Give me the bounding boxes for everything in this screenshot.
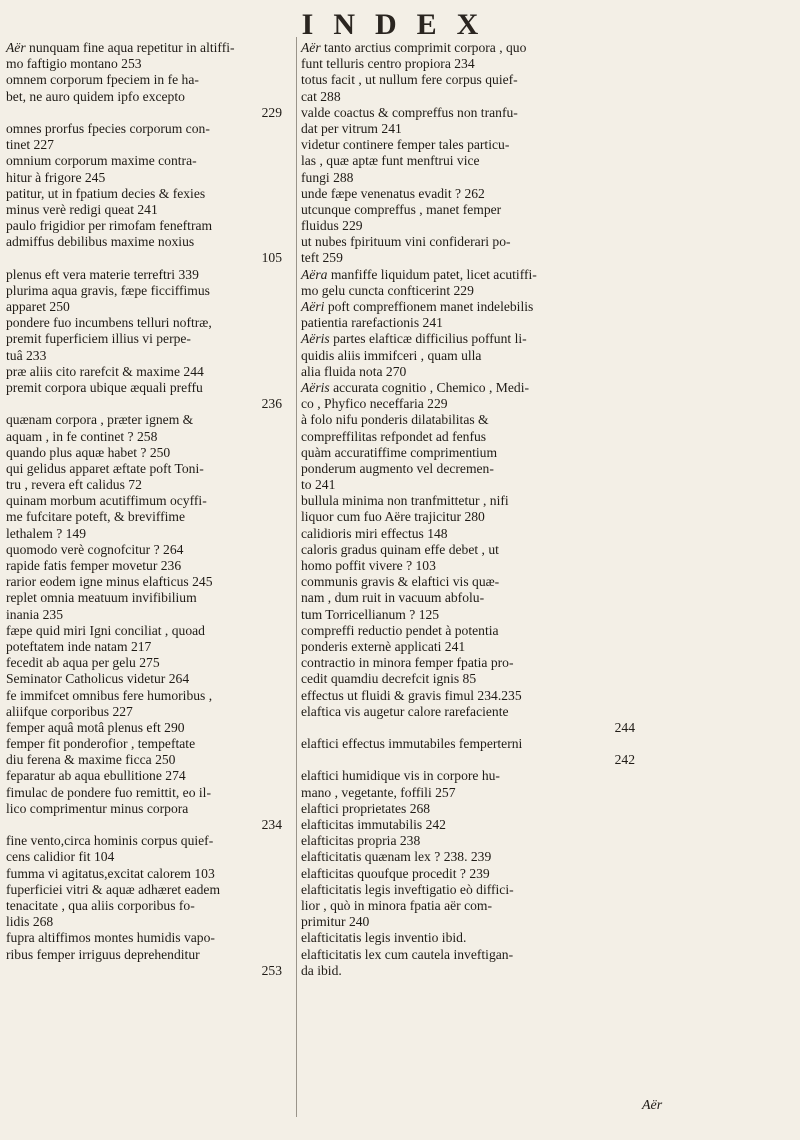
index-entry-line — [6, 202, 288, 218]
entry-headword: Aëris — [301, 379, 330, 395]
index-entry-line — [301, 72, 641, 88]
index-entry-line — [6, 688, 288, 704]
index-entry-line — [6, 752, 288, 768]
entry-text: 236 — [261, 396, 282, 412]
entry-text: funt telluris centro propiora 234 — [301, 56, 475, 72]
column-divider — [296, 37, 297, 1117]
entry-text: replet omnia meatuum invifibilium — [6, 590, 197, 606]
entry-text: videtur continere femper tales particu- — [301, 137, 510, 153]
entry-text: rapide fatis femper movetur 236 — [6, 558, 182, 573]
index-entry-line — [301, 849, 641, 865]
entry-text: tru , revera eft calidus 72 — [6, 477, 142, 493]
entry-text: qui gelidus apparet æftate poft Toni- — [6, 460, 204, 476]
entry-text: ribus femper irriguus deprehenditur — [6, 946, 200, 962]
index-entry-line — [6, 89, 288, 105]
index-entry-line — [301, 493, 641, 509]
index-entry-line — [301, 267, 641, 283]
index-entry-line — [6, 299, 288, 315]
entry-text: feparatur ab aqua ebullitione 274 — [6, 768, 186, 784]
entry-text: manfiffe liquidum patet, licet acutiffi- — [330, 266, 537, 282]
index-entry-line — [301, 412, 641, 428]
entry-text: quidis aliis immifceri , quam ulla — [301, 347, 482, 363]
entry-text: 244 — [614, 719, 635, 735]
entry-text: unde fæpe venenatus evadit ? 262 — [301, 185, 485, 201]
entry-text: mo gelu cuncta confticerint 229 — [301, 282, 474, 298]
index-entry-line — [6, 380, 288, 396]
entry-text: elaftica vis augetur calore rarefaciente — [301, 703, 509, 719]
entry-text: aliifque corporibus 227 — [6, 703, 133, 719]
entry-text: omnem corporum fpeciem in fe ha- — [6, 72, 199, 88]
entry-text: patitur, ut in fpatium decies & fexies — [6, 185, 206, 201]
index-entry-line — [301, 56, 641, 72]
entry-text: elaftici proprietates 268 — [301, 800, 431, 816]
entry-text: fecedit ab aqua per gelu 275 — [6, 655, 160, 671]
index-entry-line — [301, 785, 641, 801]
entry-text: elafticitatis legis inventio ibid. — [301, 930, 467, 946]
entry-text: inania 235 — [6, 606, 64, 622]
entry-text: cat 288 — [301, 88, 341, 104]
entry-text: compreffilitas refpondet ad fenfus — [301, 428, 487, 444]
entry-text: fimulac de pondere fuo remittit, eo il- — [6, 784, 211, 800]
index-entry-line — [6, 898, 288, 914]
entry-text: fupra altiffimos montes humidis vapo- — [6, 930, 215, 946]
index-entry-line — [6, 914, 288, 930]
index-entry-line — [6, 105, 288, 121]
index-entry-line — [6, 137, 288, 153]
index-entry-line — [6, 170, 288, 186]
index-entry-line — [301, 590, 641, 606]
entry-text: totus facit , ut nullum fere corpus quief- — [301, 72, 518, 88]
index-entry-line — [301, 218, 641, 234]
entry-text: diu ferena & maxime ficca 250 — [6, 752, 176, 768]
entry-text: lico comprimentur minus corpora — [6, 800, 189, 816]
entry-text: quando plus aquæ habet ? 250 — [6, 444, 171, 460]
index-entry-line — [301, 40, 641, 56]
entry-text: plurima aqua gravis, fæpe ficciffimus — [6, 282, 210, 298]
index-entry-line — [6, 947, 288, 963]
index-entry-line — [6, 461, 288, 477]
entry-text: elaftici humidique vis in corpore hu- — [301, 768, 500, 784]
index-entry-line — [301, 153, 641, 169]
entry-headword: Aër — [301, 40, 321, 55]
left-column — [6, 40, 288, 979]
entry-text: premit corpora ubique æquali preffu — [6, 379, 203, 395]
entry-text: cens calidior fit 104 — [6, 849, 115, 865]
entry-text: cedit quamdiu decrefcit ignis 85 — [301, 671, 477, 687]
index-entry-line — [301, 639, 641, 655]
entry-text: tinet 227 — [6, 137, 54, 153]
entry-text: rarior eodem igne minus elafticus 245 — [6, 574, 213, 590]
entry-headword: Aëris — [301, 331, 330, 347]
index-entry-line — [6, 250, 288, 266]
entry-text: 242 — [614, 752, 635, 768]
index-entry-line — [301, 380, 641, 396]
index-entry-line — [6, 56, 288, 72]
index-entry-line — [6, 817, 288, 833]
index-entry-line — [6, 315, 288, 331]
index-entry-line — [6, 153, 288, 169]
entry-text: lior , quò in minora fpatia aër com- — [301, 897, 493, 913]
index-entry-line — [301, 768, 641, 784]
entry-text: quàm accuratiffime comprimentium — [301, 444, 498, 460]
index-entry-line — [301, 234, 641, 250]
index-entry-line — [6, 396, 288, 412]
entry-text: tanto arctius comprimit corpora , quo — [324, 40, 527, 55]
index-entry-line — [6, 833, 288, 849]
index-entry-line — [301, 655, 641, 671]
entry-text: ut nubes fpirituum vini confiderari po- — [301, 234, 511, 250]
index-entry-line — [6, 445, 288, 461]
index-entry-line — [301, 574, 641, 590]
entry-text: compreffi reductio pendet à potentia — [301, 622, 499, 638]
entry-text: alia fluida nota 270 — [301, 363, 407, 379]
entry-text: elafticitatis lex cum cautela inveftigan- — [301, 946, 514, 962]
index-entry-line — [301, 105, 641, 121]
index-entry-line — [301, 299, 641, 315]
entry-headword: Aëri — [301, 299, 325, 314]
entry-text: ponderum augmento vel decremen- — [301, 460, 494, 476]
entry-text: calidioris miri effectus 148 — [301, 525, 448, 541]
entry-text: lethalem ? 149 — [6, 525, 87, 541]
entry-text: nam , dum ruit in vacuum abfolu- — [301, 590, 485, 606]
entry-text: bullula minima non tranfmittetur , nifi — [301, 493, 509, 509]
index-entry-line — [301, 170, 641, 186]
entry-text: 234 — [261, 817, 282, 832]
entry-text: bet, ne auro quidem ipfo excepto — [6, 88, 185, 104]
index-entry-line — [6, 963, 288, 979]
entry-headword: Aëra — [301, 266, 328, 282]
entry-text: tum Torricellianum ? 125 — [301, 606, 440, 622]
index-entry-line — [301, 137, 641, 153]
entry-text: quænam corpora , præter ignem & — [6, 412, 194, 428]
index-entry-line — [301, 461, 641, 477]
entry-text: las , quæ aptæ funt menftrui vice — [301, 153, 480, 169]
entry-text: ponderis externè applicati 241 — [301, 638, 466, 654]
index-entry-line — [6, 186, 288, 202]
entry-text: fuperficiei vitri & aquæ adhæret eadem — [6, 881, 221, 897]
index-entry-line — [6, 930, 288, 946]
entry-text: poteftatem inde natam 217 — [6, 638, 152, 654]
index-entry-line — [6, 607, 288, 623]
entry-text: communis gravis & elaftici vis quæ- — [301, 574, 500, 590]
index-entry-line — [301, 801, 641, 817]
index-entry-line — [301, 930, 641, 946]
entry-text: quomodo verè cognofcitur ? 264 — [6, 541, 184, 557]
index-entry-line — [6, 283, 288, 299]
index-entry-line — [6, 331, 288, 347]
entry-text: da ibid. — [301, 962, 342, 978]
entry-text: effectus ut fluidi & gravis fimul 234.235 — [301, 687, 522, 703]
index-entry-line — [6, 121, 288, 137]
entry-text: præ aliis cito rarefcit & maxime 244 — [6, 363, 204, 379]
entry-text: poft compreffionem manet indelebilis — [327, 299, 534, 314]
entry-text: pondere fuo incumbens telluri noftræ, — [6, 315, 212, 331]
entry-text: 105 — [261, 250, 282, 266]
index-entry-line — [301, 429, 641, 445]
index-entry-line — [6, 623, 288, 639]
index-entry-line — [301, 914, 641, 930]
entry-text: me fufcitare poteft, & breviffime — [6, 509, 186, 525]
entry-text: femper aquâ motâ plenus eft 290 — [6, 719, 185, 735]
entry-text: elafticitas quoufque procedit ? 239 — [301, 865, 490, 881]
entry-text: primitur 240 — [301, 914, 370, 930]
index-entry-line — [6, 477, 288, 493]
index-entry-line — [301, 623, 641, 639]
index-entry-line — [6, 639, 288, 655]
index-entry-line — [6, 785, 288, 801]
index-entry-line — [6, 429, 288, 445]
index-entry-line — [6, 364, 288, 380]
entry-text: utcunque compreffus , manet femper — [301, 201, 502, 217]
entry-text: accurata cognitio , Chemico , Medi- — [333, 379, 530, 395]
index-entry-line — [6, 542, 288, 558]
index-entry-line — [301, 526, 641, 542]
index-entry-line — [301, 186, 641, 202]
entry-text: fine vento,circa hominis corpus quief- — [6, 833, 214, 849]
entry-text: omnes prorfus fpecies corporum con- — [6, 120, 210, 136]
index-entry-line — [301, 947, 641, 963]
catchword: Aër — [642, 1098, 663, 1113]
index-entry-line — [301, 202, 641, 218]
index-entry-line — [6, 526, 288, 542]
entry-text: quinam morbum acutiffimum ocyffi- — [6, 493, 207, 509]
entry-text: 253 — [261, 962, 282, 978]
entry-text: elafticitatis quænam lex ? 238. 239 — [301, 849, 492, 865]
entry-text: minus verè redigi queat 241 — [6, 201, 158, 217]
index-entry-line — [6, 720, 288, 736]
right-column — [301, 40, 641, 979]
index-entry-line — [301, 348, 641, 364]
index-entry-line — [301, 607, 641, 623]
index-entry-line — [301, 364, 641, 380]
index-entry-line — [301, 396, 641, 412]
entry-text: homo poffit vivere ? 103 — [301, 558, 436, 573]
index-entry-line — [301, 250, 641, 266]
index-entry-line — [6, 40, 288, 56]
entry-text: fungi 288 — [301, 169, 354, 185]
entry-text: à folo nifu ponderis dilatabilitas & — [301, 412, 489, 428]
index-entry-line — [6, 882, 288, 898]
index-entry-line — [6, 736, 288, 752]
index-entry-line — [301, 89, 641, 105]
entry-text: co , Phyfico neceffaria 229 — [301, 396, 448, 412]
index-entry-line — [301, 331, 641, 347]
entry-text: paulo frigidior per rimofam feneftram — [6, 218, 213, 234]
entry-text: apparet 250 — [6, 299, 70, 314]
index-entry-line — [301, 898, 641, 914]
entry-text: femper fit ponderofior , tempeftate — [6, 736, 196, 752]
entry-text: 229 — [261, 104, 282, 120]
index-entry-line — [6, 493, 288, 509]
index-entry-line — [301, 866, 641, 882]
index-entry-line — [6, 348, 288, 364]
entry-text: mano , vegetante, foffili 257 — [301, 784, 456, 800]
entry-text: elafticitatis legis inveftigatio eò diffici- — [301, 881, 514, 897]
index-entry-line — [301, 688, 641, 704]
entry-text: plenus eft vera materie terreftri 339 — [6, 266, 199, 282]
index-entry-line — [6, 866, 288, 882]
entry-text: fe immifcet omnibus fere humoribus , — [6, 687, 213, 703]
index-entry-line — [301, 736, 641, 752]
index-entry-line — [6, 412, 288, 428]
entry-text: omnium corporum maxime contra- — [6, 153, 197, 169]
index-entry-line — [301, 121, 641, 137]
entry-text: patientia rarefactionis 241 — [301, 315, 443, 331]
index-header: INDEX — [301, 8, 499, 41]
index-entry-line — [301, 963, 641, 979]
index-entry-line — [6, 509, 288, 525]
index-entry-line — [301, 833, 641, 849]
index-entry-line — [6, 590, 288, 606]
entry-text: valde coactus & compreffus non tranfu- — [301, 104, 518, 120]
entry-text: elaftici effectus immutabiles femperterni — [301, 736, 523, 752]
entry-headword: Aër — [6, 40, 26, 55]
entry-text: hitur à frigore 245 — [6, 169, 106, 185]
entry-text: to 241 — [301, 477, 336, 493]
index-entry-line — [6, 671, 288, 687]
index-entry-line — [301, 283, 641, 299]
index-entry-line — [301, 445, 641, 461]
entry-text: dat per vitrum 241 — [301, 120, 402, 136]
entry-text: nunquam fine aqua repetitur in altiffi- — [29, 40, 235, 55]
entry-text: fæpe quid miri Igni conciliat , quoad — [6, 622, 205, 638]
entry-text: Seminator Catholicus videtur 264 — [6, 671, 190, 687]
entry-text: contractio in minora femper fpatia pro- — [301, 655, 514, 671]
entry-text: tuâ 233 — [6, 347, 47, 363]
entry-text: fluidus 229 — [301, 218, 363, 234]
index-entry-line — [301, 817, 641, 833]
index-entry-line — [301, 542, 641, 558]
entry-text: teft 259 — [301, 250, 343, 266]
index-entry-line — [6, 558, 288, 574]
entry-text: lidis 268 — [6, 914, 54, 930]
index-entry-line — [301, 509, 641, 525]
index-entry-line — [6, 218, 288, 234]
index-entry-line — [301, 558, 641, 574]
entry-text: mo faftigio montano 253 — [6, 56, 142, 72]
entry-text: admiffus debilibus maxime noxius — [6, 234, 195, 250]
index-entry-line — [6, 234, 288, 250]
entry-text: caloris gradus quinam effe debet , ut — [301, 541, 499, 557]
entry-text: partes elafticæ difficilius poffunt li- — [333, 331, 527, 347]
index-entry-line — [301, 477, 641, 493]
index-entry-line — [6, 72, 288, 88]
index-entry-line — [301, 671, 641, 687]
index-entry-line — [6, 655, 288, 671]
index-entry-line — [6, 801, 288, 817]
index-entry-line — [6, 849, 288, 865]
index-entry-line — [301, 720, 641, 736]
index-entry-line — [6, 574, 288, 590]
index-entry-line — [301, 882, 641, 898]
index-entry-line — [6, 704, 288, 720]
entry-text: aquam , in fe continet ? 258 — [6, 428, 158, 444]
index-entry-line — [6, 768, 288, 784]
index-entry-line — [301, 704, 641, 720]
index-entry-line — [6, 267, 288, 283]
index-entry-line — [301, 315, 641, 331]
entry-text: elafticitas propria 238 — [301, 833, 421, 849]
entry-text: elafticitas immutabilis 242 — [301, 817, 446, 832]
entry-text: fumma vi agitatus,excitat calorem 103 — [6, 865, 215, 881]
entry-text: liquor cum fuo Aëre trajicitur 280 — [301, 509, 485, 525]
entry-text: tenacitate , qua aliis corporibus fo- — [6, 897, 195, 913]
entry-text: premit fuperficiem illius vi perpe- — [6, 331, 191, 347]
index-entry-line — [301, 752, 641, 768]
